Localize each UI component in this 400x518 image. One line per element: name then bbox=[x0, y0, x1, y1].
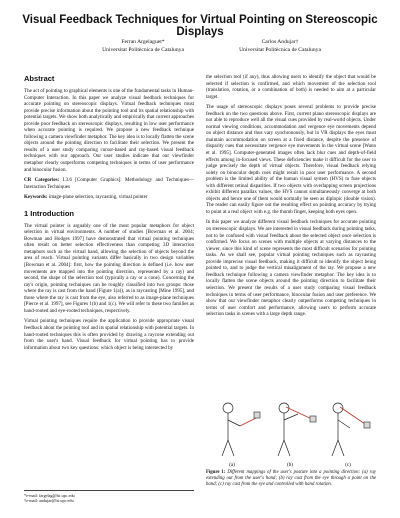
cr-categories-text: I.3.6 [Computer Graphics]: Methodology and Techniques—Interaction Techniques bbox=[24, 177, 194, 190]
cr-categories bbox=[24, 177, 194, 190]
figure-1-caption-text: Different mappings of the user's posture into a pointing direction: (a) ray extending out from the user's hand; (b) ray cast from the eye through a point on the hand; (c) ray cast from the eye and controlled with hand rotation. bbox=[206, 470, 376, 488]
intro-paragraph-2: Virtual pointing techniques require the application to provide appropriate visual feedback about the pointing tool and its spatial relationship with potential targets. In hand-rooted techniques this is often provided by drawing a raycone extending out from the user's hand. Visual feedback for virtual pointing has to provide information about two key questions: which object is being intersected by bbox=[24, 318, 194, 351]
figure-1-illustration bbox=[206, 396, 376, 468]
introduction-heading: 1 Introduction bbox=[24, 208, 74, 218]
author-2 bbox=[195, 39, 365, 54]
figure-1 bbox=[206, 396, 376, 468]
right-paragraph-3: In this paper we analyze different visual feedback techniques for accurate pointing on stereoscopic displays. We are interested in visual feedback during pointing tasks, not to be confused with visual feedback about the selected object once selection is confirmed. We focus on scenes with multiple objects at varying distances to the viewer, since this kind of scene represents the most difficult scenarios for pointing tasks. As we shall see, popular virtual pointing techniques such as raycasting provide imprecise visual feedback, making it difficult to identify the object being pointed to, and to judge the vertical misalignment of the ray. We propose a new feedback technique following a camera viewfinder metaphor. The key idea is to locally flatten the scene objects around the pointing direction to facilitate their selection. We present the results of a user study comparing visual feedback techniques in terms of user performance, binocular fusion and user preference. We show that our viewfinder metaphor clearly outperforms competing techniques in terms of user comfort and performance, allowing users to perform accurate selection tasks in scenes with a large depth range. bbox=[206, 219, 376, 318]
right-column bbox=[206, 74, 376, 322]
footnote-1: *e-mail: fargelag@lsi.upc.edu bbox=[24, 493, 75, 498]
head-icon bbox=[223, 403, 233, 413]
author-1-name: Ferran Argelaguet* bbox=[121, 39, 165, 45]
author-1-affiliation: Universitat Politècnica de Catalunya bbox=[102, 46, 184, 53]
figure-1-caption bbox=[206, 470, 376, 489]
keywords-label: Keywords: bbox=[24, 194, 48, 201]
intro-paragraph-1: The virtual pointer is arguably one of the most popular metaphors for object selection in virtual environments. A number of studies [Bowman et al. 2004; Bowman and Hodges 1997] have demonstrated that virtual pointing techniques often result on better selection effectiveness than competing 3D interaction metaphors such as the virtual hand, allowing the selection of objects beyond the area of reach. Virtual pointing variants differ basically in two design variables [Bowman et al. 2004]: first, how the pointing direction is defined (i.e. how user movements are mapped into the pointing direction, represented by a ray) and second, the shape of the selection tool (typically a ray or a cone). Concerning the ray's origin, pointing techniques can be roughly classified into two groups: those where the ray is cast from the hand (Figure 1(a)), as in raycasting [Mine 1995], and those where the ray is cast from the eye, also referred to as image-plane techniques [Pierce et al. 1997], see Figures 1(b) and 1(c). We will refer to these two families as hand-rooted and eye-rooted techniques, respectively. bbox=[24, 222, 194, 314]
right-paragraph-2: The usage of stereoscopic displays poses several problems to provide precise feedback on the two questions above. First, current plano stereoscopic displays are not able to reproduce well all the visual cues provided by real-world objects. Under normal viewing conditions, accommodation and vergence eye movements depend on object distance and thus vary synchronously, but in VR displays the eyes must maintain accommodation on screen at a fixed distance, despite the presence of disparity cues that necessitate vergence eye movements in the virtual scene [Wann et al. 1995]. Computer-generated images often lack blur cues and depth-of-field effects among in-focused views. These deficiencies make it difficult for the user to judge precisely the depth of virtual objects. Therefore, visual feedback relying solely on binocular depth cues might result in poor user performance. A second problem is the limited ability of the human visual system (HVS) to fuse objects with different retinal disparities. If two objects with overlapping screen projections exhibit different parallax values, the HVS cannot simultaneously converge at both objects and hence one of them would normally be seen as diplopic (double vision). The reader can easily figure out the resulting effect on pointing accuracy by trying to point at a real object with e.g. the thumb finger, keeping both eyes open. bbox=[206, 104, 376, 215]
abstract-text: The act of pointing to graphical elements is one of the fundamental tasks in Human-Computer Interaction. In this paper we analyze visual feedback techniques for accurate pointing on stereoscopic displays. Virtual feedback techniques must provide precise information about the pointing tool and its spatial relationship with potential targets. We show both analytically and empirically that current approaches provide poor feedback on stereoscopic displays, resulting in low user performance when accurate pointing is required. We propose a new feedback technique following a camera viewfinder metaphor. The key idea is to locally flatten the scene objects around the pointing direction to facilitate their selection. We present the results of a user study comparing cursor-based and ray-based visual feedback techniques with our approach. Our user studies indicate that our viewfinder metaphor clearly outperforms competing techniques in terms of user performance and binocular fusion. bbox=[24, 88, 194, 173]
figure-1b-label: (b) bbox=[287, 463, 293, 468]
figure-1c-label: (c) bbox=[345, 463, 351, 468]
left-column bbox=[24, 74, 194, 355]
right-paragraph-1: the selection tool (if any), thus allowing users to identify the object that would be selected if selection is confirmed, and which movement of the selection tool (translation, rotation, or a combination of both) is needed to aim at a particular target. bbox=[206, 74, 376, 100]
author-2-affiliation: Universitat Politècnica de Catalunya bbox=[239, 46, 321, 53]
author-2-name: Carlos Andujar† bbox=[261, 39, 299, 45]
footnotes bbox=[24, 490, 194, 504]
paper-title: Visual Feedback Techniques for Virtual Pointing on Stereoscopic Displays bbox=[22, 14, 378, 38]
keywords-text: image-plane selection, raycasting, virtual pointer bbox=[48, 194, 148, 201]
figure-1a-label: (a) bbox=[229, 463, 235, 468]
figure-1-caption-label: Figure 1: bbox=[206, 470, 226, 475]
figure-1b-drawing bbox=[278, 403, 316, 456]
cr-categories-label: CR Categories: bbox=[24, 177, 60, 184]
figure-1a-drawing bbox=[222, 403, 260, 456]
footnote-2: †e-mail: andujar@lsi.upc.edu bbox=[24, 498, 74, 504]
abstract-heading: Abstract bbox=[24, 74, 55, 83]
keywords bbox=[24, 194, 194, 201]
figure-1c-drawing bbox=[332, 403, 370, 456]
